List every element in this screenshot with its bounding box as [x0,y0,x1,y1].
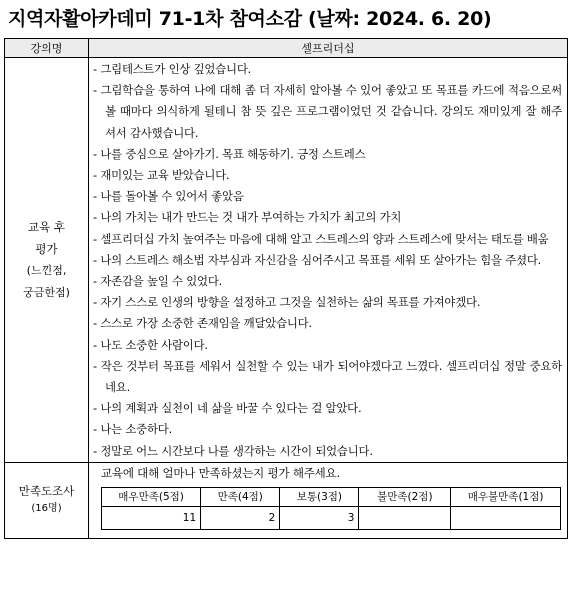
feedback-item: - 그림테스트가 인상 깊었습니다. [93,62,252,76]
feedback-item: - 나를 중심으로 살아가기. 목표 해동하기. 긍정 스트레스 [93,146,366,161]
evaluation-label-line1: 교육 후 [28,219,65,234]
feedback-item: - 그림학습을 통하여 나에 대해 좀 더 자세히 알아볼 수 있어 좋았고 또 목표를 카드에 적음으로써 볼 때마다 의식하게 될테니 참 뜻 깊은 프로그램이었던 것 같습니다. 강의도 재미있게 잘 해주셔서 감사했습니다. [93,83,562,140]
satisfaction-header-cell: 만족(4점) [201,487,280,506]
satisfaction-header-row [102,487,561,506]
feedback-item: - 나를 돌아볼 수 있어서 좋았음 [93,189,244,204]
evaluation-row [5,58,568,463]
satisfaction-value-cell: 2 [201,506,280,529]
page-title: 지역자활아카데미 71-1차 참여소감 (날짜: 2024. 6. 20) [8,8,492,30]
feedback-item: - 자기 스스로 인생의 방향을 설정하고 그것을 실천하는 삶의 목표를 가져야겠다. [93,295,481,310]
feedback-item: - 셀프리더십 가치 높여주는 마음에 대해 알고 스트레스의 양과 스트레스에 맞서는 태도를 배움 [93,231,549,246]
satisfaction-value-cell [359,506,451,529]
satisfaction-respondent-count: (16명) [31,503,62,515]
feedback-item: - 나의 계획과 실천이 네 삶을 바꿀 수 있다는 걸 알았다. [93,401,362,416]
feedback-item: - 나도 소중한 사람이다. [93,337,208,352]
satisfaction-label [5,462,89,538]
satisfaction-value-cell: 3 [280,506,359,529]
satisfaction-row [5,462,568,538]
satisfaction-header-cell: 매우만족(5점) [102,487,201,506]
satisfaction-header-cell: 보통(3점) [280,487,359,506]
feedback-item: - 자존감을 높일 수 있었다. [93,274,223,289]
header-program: 셀프리더십 [89,39,568,58]
header-course: 강의명 [5,39,89,58]
satisfaction-value-cell [451,506,561,529]
feedback-item: - 나의 가치는 내가 만드는 것 내가 부여하는 가치가 최고의 가치 [93,210,402,225]
feedback-item: - 작은 것부터 목표를 세워서 실천할 수 있는 내가 되어야겠다고 느꼈다. 셀프리더십 정말 중요하네요. [93,358,562,395]
feedback-table [4,38,568,539]
satisfaction-header-cell: 불만족(2점) [359,487,451,506]
evaluation-label-line3: (느낀점, [26,263,67,277]
satisfaction-value-cell: 11 [102,506,201,529]
satisfaction-header-cell: 매우불만족(1점) [451,487,561,506]
evaluation-label-line4: 궁금한점) [23,285,70,299]
feedback-item: - 스스로 가장 소중한 존재임을 깨달았습니다. [93,316,312,331]
feedback-item: - 재미있는 교육 받았습니다. [93,168,230,183]
feedback-item: - 정말로 어느 시간보다 나를 생각하는 시간이 되었습니다. [93,443,373,458]
feedback-list [89,58,568,463]
satisfaction-value-row [102,506,561,529]
satisfaction-survey [89,462,568,538]
feedback-item: - 나는 소중하다. [93,422,172,437]
feedback-item: - 나의 스트레스 해소법 자부심과 자신감을 심어주시고 목표를 세워 또 살아가는 힘을 주셨다. [93,252,542,267]
satisfaction-question: 교육에 대해 얼마나 만족하셨는지 평가 해주세요. [101,465,340,480]
satisfaction-label-text: 만족도조사 [18,484,75,499]
satisfaction-table [101,487,561,530]
header-row [5,39,568,58]
evaluation-label [5,58,89,463]
evaluation-label-line2: 평가 [35,241,58,256]
